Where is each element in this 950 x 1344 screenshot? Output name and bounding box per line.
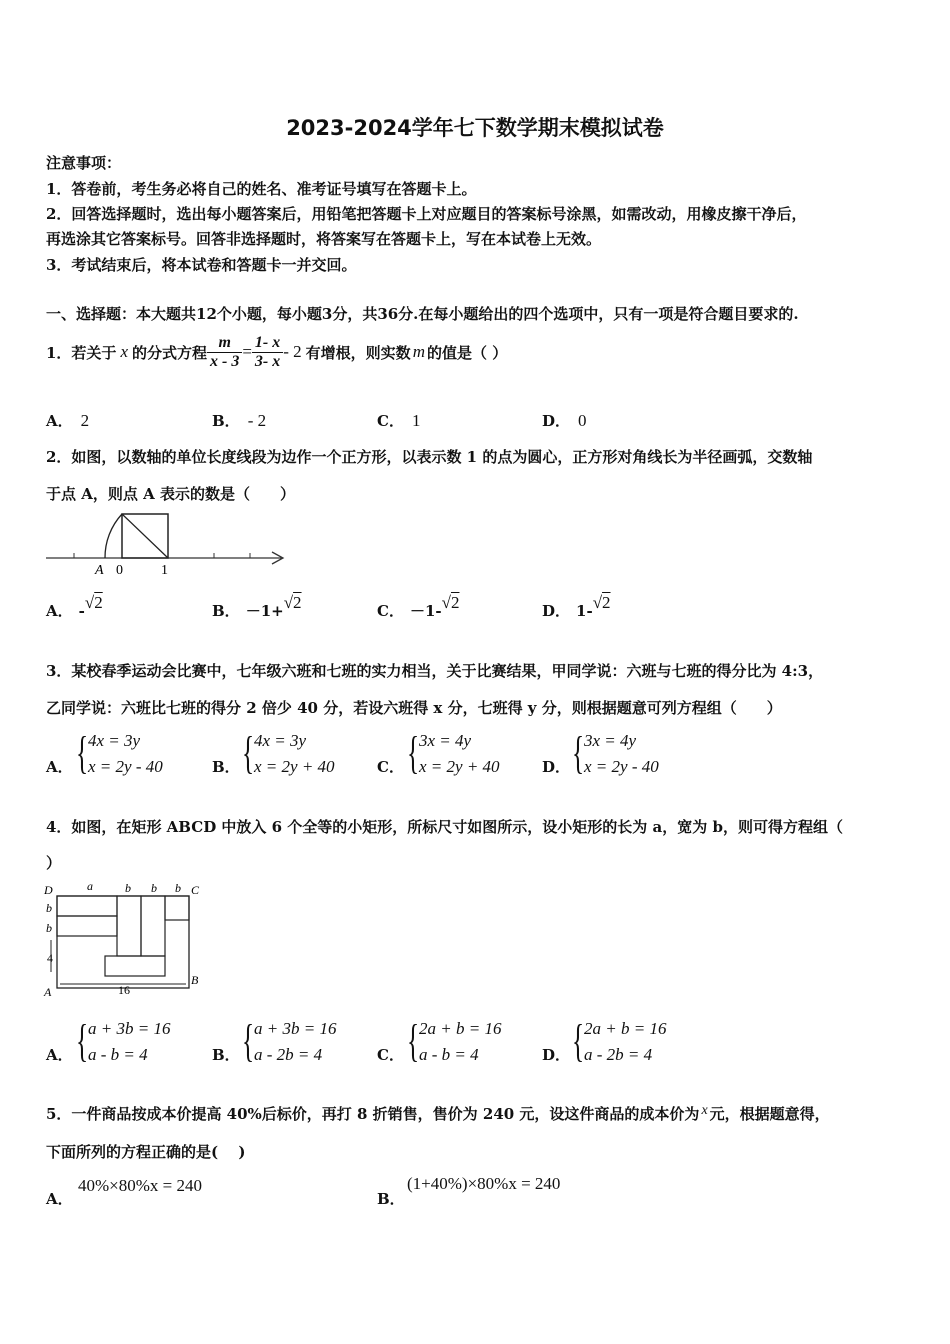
- equation: a + 3b = 16: [254, 1019, 337, 1038]
- notice-item: 2．回答选择题时，选出每小题答案后，用铅笔把答题卡上对应题目的答案标号涂黑，如需改动，用橡皮擦干净后，: [46, 205, 807, 223]
- equation: a - 2b = 4: [584, 1045, 653, 1064]
- brace-icon: {: [572, 727, 585, 778]
- q1-frac2-den: 3- x: [254, 352, 281, 370]
- q1-fraction-2: [252, 334, 283, 371]
- label-b-width: b: [151, 881, 157, 895]
- q1-equals: =: [242, 342, 252, 361]
- q1-fraction-1: [207, 334, 242, 371]
- equation: 4x = 3y: [254, 731, 307, 750]
- option-label: A．: [46, 1190, 73, 1208]
- option-prefix: 1-: [576, 602, 593, 620]
- option-label: A．: [46, 1046, 73, 1064]
- label-one: 1: [161, 563, 168, 578]
- option-label: D．: [542, 602, 571, 620]
- notice-heading: 注意事项：: [46, 154, 122, 172]
- option-prefix: －1-: [409, 602, 442, 620]
- option-label: A．: [46, 602, 73, 620]
- option-label: B．: [212, 758, 240, 776]
- equation: x = 2y - 40: [88, 757, 163, 776]
- q1-var: x: [120, 342, 128, 361]
- option-label: C．: [377, 602, 404, 620]
- q2-option-a[interactable]: [46, 593, 103, 621]
- equation: a + 3b = 16: [88, 1019, 171, 1038]
- equation: 4x = 3y: [88, 731, 141, 750]
- label-zero: 0: [116, 563, 123, 578]
- radicand: 2: [602, 593, 611, 612]
- q1-frac1-den: x - 3: [210, 352, 240, 370]
- q1-option-b[interactable]: [212, 410, 266, 431]
- option-label: D．: [542, 412, 571, 430]
- number-line-figure: [40, 508, 290, 583]
- option-label: A．: [46, 758, 73, 776]
- equation: 2a + b = 16: [584, 1019, 667, 1038]
- brace-icon: {: [76, 727, 89, 778]
- option-prefix: －1+: [245, 602, 284, 620]
- equation: x = 2y - 40: [584, 757, 659, 776]
- q1-option-a[interactable]: [46, 410, 89, 431]
- option-label: A．: [46, 412, 73, 430]
- question-3-line1: 3．某校春季运动会比赛中，七年级六班和七班的实力相当，关于比赛结果，甲同学说：六班与七班的得分比为 4:3，: [46, 662, 824, 680]
- q2-option-d[interactable]: [542, 593, 611, 621]
- equation-system: [88, 1016, 170, 1068]
- q5-var: x: [701, 1103, 708, 1118]
- option-label: D．: [542, 1046, 571, 1064]
- equation: 2a + b = 16: [419, 1019, 502, 1038]
- equation-system: [584, 1016, 666, 1068]
- brace-icon: {: [242, 1015, 255, 1066]
- q2-option-c[interactable]: [377, 593, 460, 621]
- small-rect: [117, 896, 141, 956]
- option-label: C．: [377, 758, 404, 776]
- equation-system: [419, 728, 500, 780]
- label-a: A: [44, 985, 52, 998]
- question-3-line2: 乙同学说：六班比七班的得分 2 倍少 40 分，若设六班得 x 分，七班得 y 分，则根据题意可列方程组（ ）: [46, 699, 782, 717]
- question-4-line1: 4．如图，在矩形 ABCD 中放入 6 个全等的小矩形，所标尺寸如图所示，设小矩形的长为 a，宽为 b，则可得方程组（: [46, 818, 843, 836]
- brace-icon: {: [407, 1015, 420, 1066]
- radicand: 2: [293, 593, 302, 612]
- page-title: 2023-2024学年七下数学期末模拟试卷: [286, 116, 664, 140]
- label-b: B: [191, 973, 199, 987]
- question-2-line1: 2．如图，以数轴的单位长度线段为边作一个正方形，以表示数 1 的点为圆心，正方形对角线长为半径画弧，交数轴: [46, 448, 813, 466]
- option-label: B．: [212, 602, 240, 620]
- option-value: 0: [578, 411, 587, 430]
- equation: a - 2b = 4: [254, 1045, 323, 1064]
- equation-system: [254, 728, 335, 780]
- equation: 3x = 4y: [419, 731, 472, 750]
- label-b-width: b: [46, 901, 52, 915]
- q2-option-b[interactable]: [212, 593, 302, 621]
- section-heading: 一、选择题：本大题共12个小题，每小题3分，共36分.在每小题给出的四个选项中，只有一项是符合题目要求的.: [46, 305, 799, 323]
- option-expression: 40%×80%x = 240: [78, 1176, 202, 1195]
- q1-option-d[interactable]: [542, 410, 587, 431]
- option-expression: (1+40%)×80%x = 240: [407, 1174, 561, 1193]
- question-4-line2: ）: [46, 854, 62, 872]
- sqrt-icon: √: [441, 593, 451, 612]
- option-label: C．: [377, 1046, 404, 1064]
- rectangle-figure: [42, 876, 212, 998]
- option-value: - 2: [247, 411, 267, 430]
- brace-icon: {: [407, 727, 420, 778]
- option-label: B．: [377, 1190, 405, 1208]
- option-value: 2: [80, 411, 90, 430]
- notice-item: 1．答卷前，考生务必将自己的姓名、准考证号填写在答题卡上。: [46, 180, 477, 198]
- sqrt-icon: √: [283, 593, 294, 612]
- q5-line1-a: 5．一件商品按成本价提高 40%后标价，再打 8 折销售，售价为 240 元，设这件商品的成本价为: [46, 1105, 700, 1123]
- q1-frac2-num: 1- x: [252, 334, 283, 353]
- equation: x = 2y + 40: [254, 757, 335, 776]
- small-rect: [105, 956, 165, 976]
- equation: a - b = 4: [419, 1045, 479, 1064]
- option-label: D．: [542, 758, 571, 776]
- square-diagonal: [122, 514, 168, 558]
- equation-system: [584, 728, 659, 780]
- label-b-width: b: [46, 921, 52, 935]
- q1-suffix1: 有增根，则实数: [305, 343, 411, 362]
- q1-frac1-num: m: [207, 334, 242, 353]
- equation: x = 2y + 40: [419, 757, 500, 776]
- option-label: B．: [212, 1046, 240, 1064]
- label-b-width: b: [125, 881, 131, 895]
- label-sixteen: 16: [118, 983, 130, 997]
- q1-suffix2: 的值是（ ）: [426, 343, 508, 362]
- sqrt-icon: √: [592, 593, 603, 612]
- radicand: 2: [450, 593, 460, 612]
- notice-item: 3．考试结束后，将本试卷和答题卡一并交回。: [46, 256, 357, 274]
- q1-tail: - 2: [283, 342, 302, 361]
- label-c: C: [191, 883, 200, 897]
- question-1: [46, 330, 507, 374]
- small-rect: [57, 916, 117, 936]
- brace-icon: {: [76, 1015, 89, 1066]
- label-b-width: b: [175, 881, 181, 895]
- option-label: C．: [377, 412, 404, 430]
- question-5-line1: [46, 1103, 830, 1124]
- small-rect: [165, 896, 189, 920]
- small-rect: [57, 896, 117, 916]
- option-prefix: -: [78, 602, 85, 620]
- q5-line1-b: 元，根据题意得，: [709, 1105, 830, 1123]
- label-d: D: [44, 883, 53, 897]
- label-four: 4: [47, 951, 53, 965]
- brace-icon: {: [242, 727, 255, 778]
- small-rect: [141, 896, 165, 956]
- equation: 3x = 4y: [584, 731, 637, 750]
- q1-option-c[interactable]: [377, 410, 420, 431]
- notice-item: 再选涂其它答案标号。回答非选择题时，将答案写在答题卡上，写在本试卷上无效。: [46, 230, 602, 248]
- brace-icon: {: [572, 1015, 585, 1066]
- rect-abcd: [57, 896, 189, 988]
- option-label: B．: [212, 412, 240, 430]
- q1-var2: m: [412, 342, 425, 361]
- equation-system: [88, 728, 163, 780]
- label-a-len: a: [87, 879, 93, 893]
- equation-system: [254, 1016, 336, 1068]
- option-value: 1: [411, 411, 421, 430]
- radicand: 2: [94, 593, 103, 612]
- q1-prefix: 1．若关于: [46, 343, 117, 362]
- equation-system: [419, 1016, 501, 1068]
- question-2-line2: 于点 A，则点 A 表示的数是（ ）: [46, 485, 295, 503]
- arc: [105, 514, 122, 558]
- sqrt-icon: √: [84, 593, 95, 612]
- label-a: A: [95, 563, 104, 578]
- question-5-line2: 下面所列的方程正确的是( ): [46, 1143, 246, 1161]
- q1-mid: 的分式方程: [131, 343, 207, 362]
- equation: a - b = 4: [88, 1045, 148, 1064]
